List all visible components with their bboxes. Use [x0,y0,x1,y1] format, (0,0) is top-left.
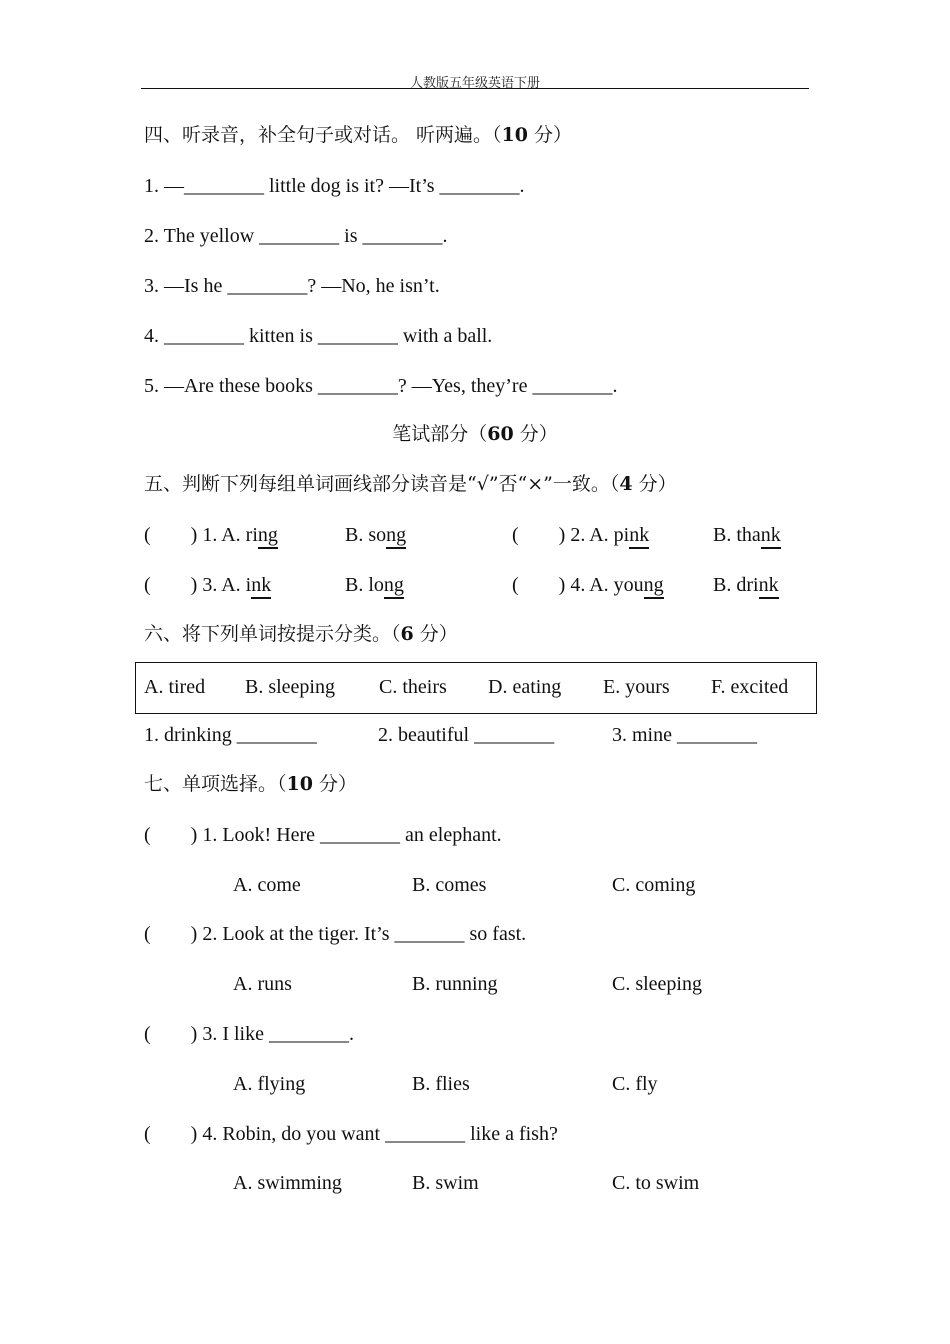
question-2-option-a: A. runs [233,973,292,995]
section5-item-2: ( ) 2. A. pink [512,522,649,548]
question-2-option-c: C. sleeping [612,973,702,995]
section5-item-3-b: B. long [345,572,404,598]
section5-item-3: ( ) 3. A. ink [144,572,271,598]
question-2-stem: ( ) 2. Look at the tiger. It’s _______ so fast. [144,923,527,945]
underlined-sound: nk [629,524,649,549]
word-bank-item: E. yours [603,676,670,698]
section4-line-5: 5. —Are these books ________? —Yes, they’re ________. [144,375,618,397]
question-1-option-a: A. come [233,874,301,896]
question-4-option-b: B. swim [412,1172,479,1194]
section4-line-1: 1. —________ little dog is it? —It’s ________. [144,175,525,197]
question-1-option-b: B. comes [412,874,487,896]
section5-item-4: ( ) 4. A. young [512,572,664,598]
word-bank-box [135,662,817,714]
classify-prompt-1: 1. drinking ________ [144,724,317,746]
question-1-stem: ( ) 1. Look! Here ________ an elephant. [144,824,502,846]
question-3-option-a: A. flying [233,1073,306,1095]
section5-title: 五、判断下列每组单词画线部分读音是“√”否“×”一致。（4 分） [144,473,677,495]
underlined-sound: nk [761,524,781,549]
word-bank-item: B. sleeping [245,676,335,698]
question-4-option-c: C. to swim [612,1172,700,1194]
section5-item-4-b: B. drink [713,572,779,598]
word-bank-item: D. eating [488,676,562,698]
question-3-option-b: B. flies [412,1073,470,1095]
underlined-sound: nk [759,574,779,599]
classify-prompt-3: 3. mine ________ [612,724,757,746]
classify-prompt-2: 2. beautiful ________ [378,724,555,746]
question-3-stem: ( ) 3. I like ________. [144,1023,354,1045]
section5-item-1-b: B. song [345,522,406,548]
section5-item-2-b: B. thank [713,522,781,548]
page-header: 人教版五年级英语下册 [409,76,540,91]
underlined-sound: ng [258,524,278,549]
section5-item-1: ( ) 1. A. ring [144,522,278,548]
question-4-option-a: A. swimming [233,1172,342,1194]
underlined-sound: ng [384,574,404,599]
underlined-sound: nk [251,574,271,599]
header-rule [141,88,809,89]
word-bank-item: F. excited [711,676,789,698]
word-bank-item: C. theirs [379,676,447,698]
underlined-sound: ng [644,574,664,599]
question-2-option-b: B. running [412,973,498,995]
word-bank-item: A. tired [144,676,206,698]
question-1-option-c: C. coming [612,874,696,896]
section6-title: 六、将下列单词按提示分类。（6 分） [144,623,458,645]
question-4-stem: ( ) 4. Robin, do you want ________ like a fish? [144,1123,558,1145]
section4-title: 四、听录音，补全句子或对话。 听两遍。（10 分） [144,124,573,146]
section4-line-3: 3. —Is he ________? —No, he isn’t. [144,275,440,297]
section4-line-4: 4. ________ kitten is ________ with a ball. [144,325,493,347]
question-3-option-c: C. fly [612,1073,658,1095]
written-part-title: 笔试部分（60 分） [392,423,558,445]
underlined-sound: ng [386,524,406,549]
section4-line-2: 2. The yellow ________ is ________. [144,225,448,247]
section7-title: 七、单项选择。（10 分） [144,773,358,795]
